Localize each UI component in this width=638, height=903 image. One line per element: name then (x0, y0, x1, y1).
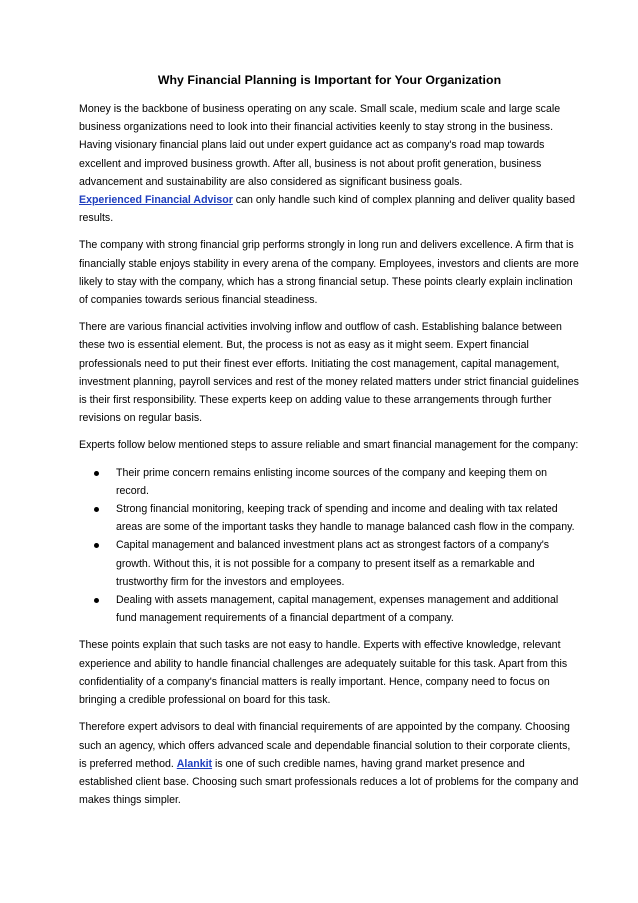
paragraph-experts-steps: Experts follow below mentioned steps to assure reliable and smart financial management for the company: (79, 439, 579, 452)
paragraph-financial-activities: There are various financial activities involving inflow and outflow of cash. Establishing balance between these two is essential element. But, the process is not as easy as it might seem. Expert financial professionals need to put their finest ever efforts. Initiating the cost management, capital management, investment planning, payroll services and rest of the money related matters under strict financial guidelines is their first responsibility. These experts keep on adding value to these arrangements through further revisions on regular basis. (79, 321, 579, 425)
alankit-link[interactable]: Alankit (176, 757, 213, 770)
paragraph-conclusion: These points explain that such tasks are not easy to handle. Experts with effective knowledge, relevant experience and ability to handle financial challenges are adequately suitable for this task. Apart from this confidentiality of a company's financial matters is really important. Hence, company need to focus on bringing a credible professional on board for this task. (79, 639, 568, 707)
list-item (79, 464, 580, 500)
list-item-text: Capital management and balanced investment plans act as strongest factors of a company's growth. Without this, it is not possible for a company to present itself as a remarkable and trustworthy firm for the investors and employees. (116, 539, 550, 588)
experienced-financial-advisor-link[interactable]: Experienced Financial Advisor (79, 194, 233, 207)
list-item (79, 591, 580, 627)
paragraph-intro (79, 100, 580, 227)
list-item (79, 536, 580, 591)
bullet-icon (94, 543, 99, 548)
page-title: Why Financial Planning is Important for Your Organization (157, 73, 502, 87)
paragraph-financial-grip: The company with strong financial grip performs strongly in long run and delivers excellence. A firm that is financially stable enjoys stability in every arena of the company. Employees, investors and clients are more likely to stay with the company, which has a strong financial setup. These points clearly explain inclination of companies towards serious financial steadiness. (79, 239, 579, 307)
paragraph-intro-tail: can only handle such kind of complex planning and deliver quality based results. (79, 194, 576, 225)
list-item (79, 500, 580, 536)
paragraph-closing (79, 718, 580, 809)
steps-list (79, 464, 580, 628)
list-item-text: Strong financial monitoring, keeping track of spending and income and dealing with tax related areas are some of the important tasks they handle to manage balanced cash flow in the company. (116, 503, 575, 534)
bullet-icon (94, 507, 99, 512)
bullet-icon (94, 471, 99, 476)
list-item-text: Their prime concern remains enlisting income sources of the company and keeping them on record. (116, 466, 548, 497)
list-item-text: Dealing with assets management, capital management, expenses management and additional fund management requirements of a financial department of a company. (116, 594, 559, 625)
paragraph-closing-text: Therefore expert advisors to deal with financial requirements of are appointed by the company. Choosing such an agency, which offers advanced scale and dependable financial solution to their corporate clients, is preferred method. (79, 721, 571, 770)
paragraph-intro-text: Money is the backbone of business operating on any scale. Small scale, medium scale and large scale business organizations need to look into their financial activities keenly to stay strong in the business. Having visionary financial plans laid out under expert guidance act as company's road map towards excellent and improved business growth. After all, business is not about profit generation, business advancement and sustainability are also considered as significant business goals. (79, 103, 561, 188)
bullet-icon (94, 598, 99, 603)
paragraph-closing-tail: is one of such credible names, having grand market presence and established client base. Choosing such smart professionals reduces a lot of problems for the company and makes things simpler. (79, 757, 579, 807)
